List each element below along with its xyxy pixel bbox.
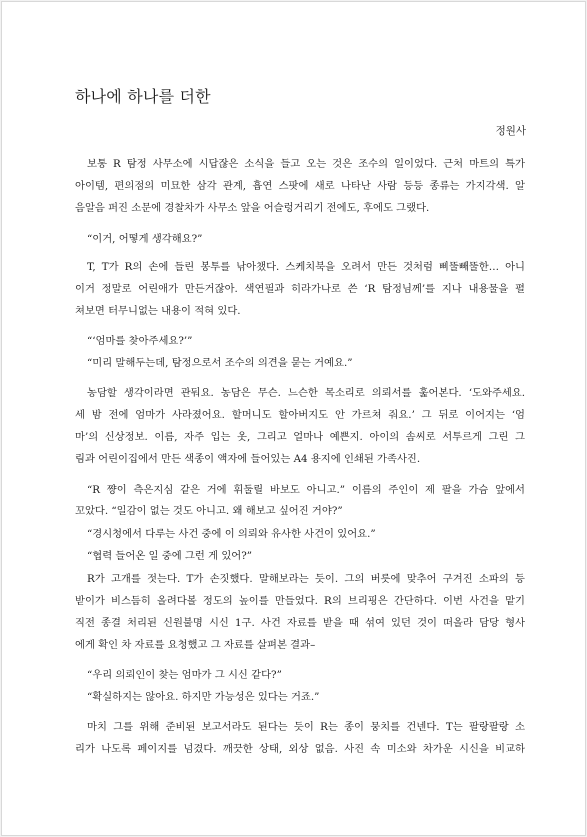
document-title: 하나에 하나를 더한 [75, 87, 211, 106]
body-line: T, T가 R의 손에 들린 봉투를 낚아챘다. 스케치북을 오려서 만든 것처럼 삐뚤빼뚤한… 아니 [87, 261, 525, 273]
body-line: 직전 종결 처리된 신원불명 시신 1구. 사건 자료를 받을 때 섞여 있던 것이 떠올라 담당 형사 [75, 617, 525, 629]
body-line: 마치 그를 위해 준비된 보고서라도 된다는 듯이 R는 종이 뭉치를 건넨다. T는 팔랑팔랑 소 [87, 721, 525, 733]
body-line: 음알음 퍼진 소문에 경찰차가 사무소 앞을 어슬렁거리기 전에도, 후에도 그랬다. [75, 202, 430, 214]
body-line: 보통 R 탐정 사무소에 시답잖은 소식을 들고 오는 것은 조수의 일이었다. 근처 마트의 특가 [87, 158, 525, 170]
body-line: 농담할 생각이라면 관둬요. 농담은 무슨. 느슨한 목소리로 의뢰서를 훑어본다. ‘도와주세요. [87, 387, 525, 399]
body-line: 이거 정말로 어린애가 만든거잖아. 색연필과 히라가나로 쓴 ‘R 탐정님께’를 지나 내용물을 펼 [75, 283, 525, 295]
dialogue-line: “경시청에서 다루는 사건 중에 이 의뢰와 유사한 사건이 있어요.” [87, 528, 376, 540]
body-line: R가 고개를 젓는다. T가 손짓했다. 말해보라는 듯이. 그의 버릇에 맞추어 구겨진 소파의 등 [87, 573, 525, 585]
body-line: 림과 어린이집에서 만든 색종이 액자에 들어있는 A4 용지에 인쇄된 가족사진. [75, 453, 421, 465]
dialogue-line: “미리 말해두는데, 탐정으로서 조수의 의견을 묻는 거예요.” [87, 357, 353, 369]
dialogue-line: “우리 의뢰인이 찾는 엄마가 그 시신 같다?” [87, 669, 282, 681]
document-page [1, 1, 586, 836]
dialogue-line: “확실하지는 않아요. 하지만 가능성은 있다는 거죠.” [87, 691, 320, 703]
body-line: “R 쨩이 측은지심 같은 거에 휘둘릴 바보도 아니고.” 이름의 주인이 제 팔을 가슴 앞에서 [87, 484, 525, 496]
author-name: 정원사 [495, 125, 526, 137]
body-line: 받이가 비스듬히 올려다볼 정도의 높이를 만들었다. R의 브리핑은 간단하다. 이번 사건을 맡기 [75, 595, 525, 607]
dialogue-line: “이거, 어떻게 생각해요?” [87, 233, 203, 245]
body-line: 세 밤 전에 엄마가 사라졌어요. 할머니도 할아버지도 안 가르쳐 줘요.’ 그 뒤로 이어지는 ‘엄 [75, 409, 525, 421]
body-line: 쳐보면 터무니없는 내용이 적혀 있다. [75, 305, 241, 317]
body-line: 마’의 신상정보. 이름, 자주 입는 옷, 그리고 얼마나 예쁜지. 아이의 솜씨로 서투르게 그린 그 [75, 431, 525, 443]
dialogue-line: “협력 들어온 일 중에 그런 게 있어?” [87, 550, 252, 562]
body-line: 꼬았다. “일감이 없는 것도 아니고. 왜 해보고 싶어진 거야?” [75, 505, 343, 517]
body-line: 에게 확인 차 자료를 요청했고 그 자료를 살펴본 결과– [75, 639, 316, 651]
body-line: 아이템, 편의점의 미묘한 삼각 관계, 흡연 스팟에 새로 나타난 사람 등등 종류는 가지각색. 알 [75, 180, 525, 192]
dialogue-line: “‘엄마를 찾아주세요?’” [87, 335, 193, 347]
body-line: 리가 나도록 페이지를 넘겼다. 깨끗한 상태, 외상 없음. 사진 속 미소와 차가운 시신을 비교하 [75, 743, 525, 755]
